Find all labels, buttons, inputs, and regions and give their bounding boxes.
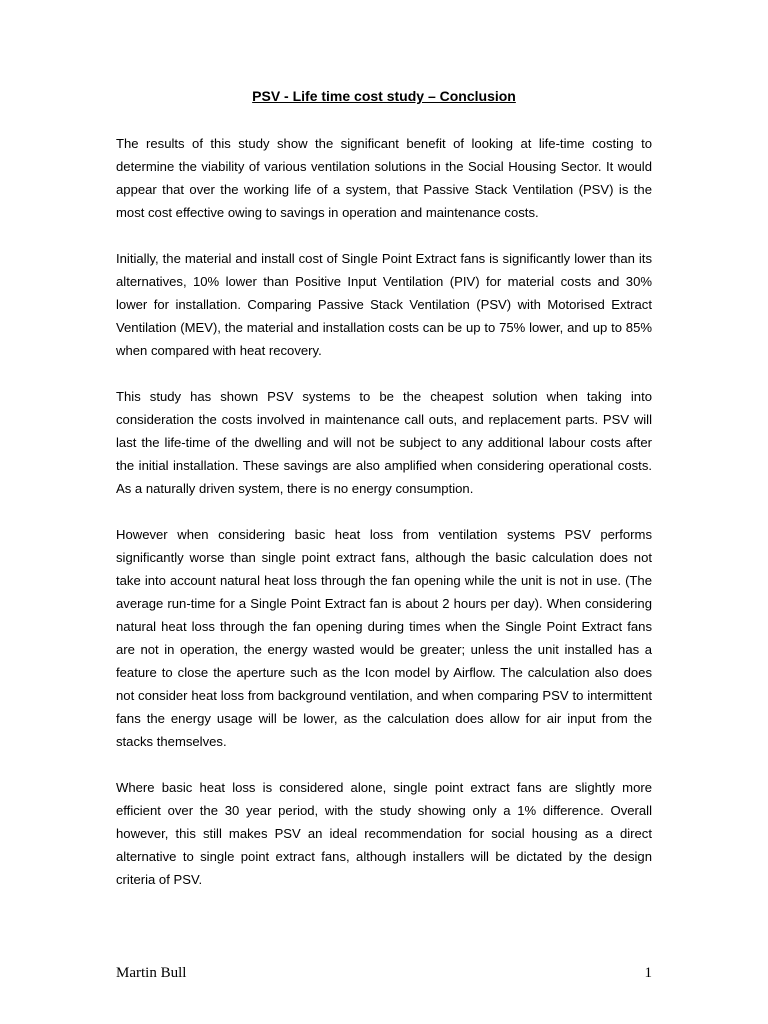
paragraph-2: Initially, the material and install cost of Single Point Extract fans is significantly lower than its alternatives, 10% lower than Positive Input Ventilation (PIV) for material costs and 30% lower for installation. Comparing Passive Stack Ventilation (PSV) with Motorised Extract Ventilation (MEV), the material and installation costs can be up to 75% lower, and up to 85% when compared with heat recovery.	[116, 251, 652, 358]
page-title-text: PSV - Life time cost study – Conclusion	[252, 88, 516, 104]
footer-author: Martin Bull	[116, 965, 187, 981]
document-body	[116, 132, 652, 891]
paragraph-3: This study has shown PSV systems to be the cheapest solution when taking into consideration the costs involved in maintenance call outs, and replacement parts. PSV will last the life-time of the dwelling and will not be subject to any additional labour costs after the initial installation. These savings are also amplified when considering operational costs. As a naturally driven system, there is no energy consumption.	[116, 389, 652, 496]
paragraph-1: The results of this study show the significant benefit of looking at life-time costing to determine the viability of various ventilation solutions in the Social Housing Sector. It would appear that over the working life of a system, that Passive Stack Ventilation (PSV) is the most cost effective owing to savings in operation and maintenance costs.	[116, 136, 652, 220]
page-title	[0, 86, 768, 106]
paragraph-4: However when considering basic heat loss from ventilation systems PSV performs significantly worse than single point extract fans, although the basic calculation does not take into account natural heat loss through the fan opening while the unit is not in use. (The average run-time for a Single Point Extract fan is about 2 hours per day). When considering natural heat loss through the fan opening during times when the Single Point Extract fans are not in operation, the energy wasted would be greater; unless the unit installed has a feature to close the aperture such as the Icon model by Airflow. The calculation also does not consider heat loss from background ventilation, and when comparing PSV to intermittent fans the energy usage will be lower, as the calculation does allow for air input from the stacks themselves.	[116, 527, 652, 749]
paragraph-5: Where basic heat loss is considered alone, single point extract fans are slightly more efficient over the 30 year period, with the study showing only a 1% difference. Overall however, this still makes PSV an ideal recommendation for social housing as a direct alternative to single point extract fans, although installers will be dictated by the design criteria of PSV.	[116, 780, 652, 887]
footer-page-number: 1	[644, 965, 652, 981]
